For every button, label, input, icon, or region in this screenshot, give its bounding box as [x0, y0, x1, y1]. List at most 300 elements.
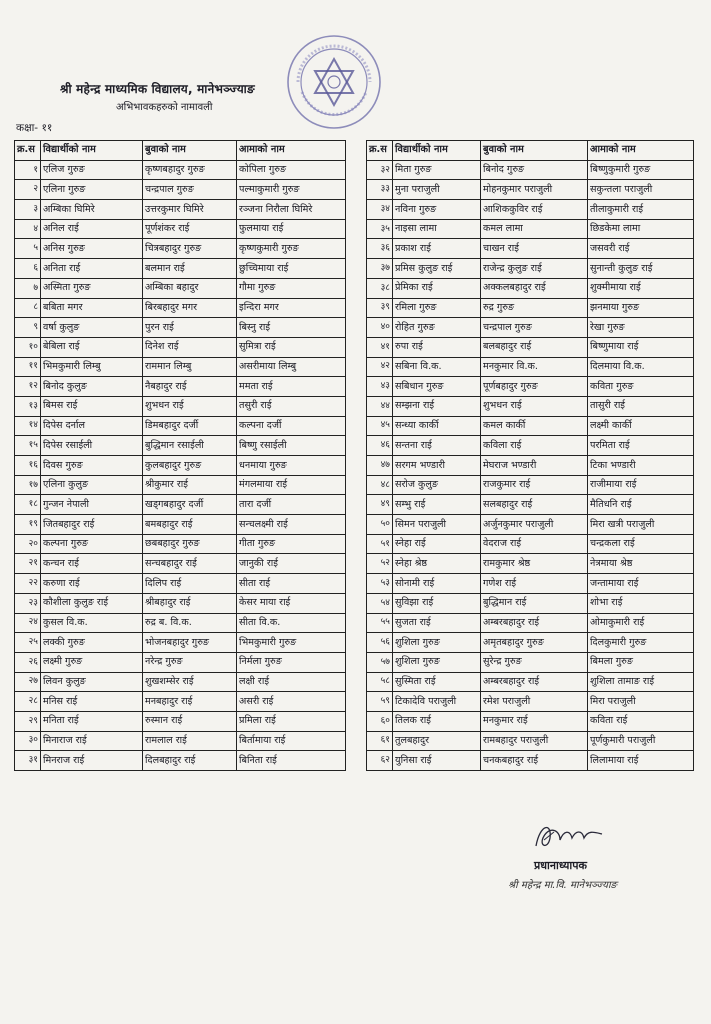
- mother-name-cell: इन्दिरा मगर: [237, 298, 346, 318]
- father-name-cell: बुद्धिमान रसाईली: [143, 436, 237, 456]
- student-name-cell: सन्ध्या कार्की: [393, 416, 481, 436]
- table-row: [367, 416, 694, 436]
- student-name-cell: मिनाराज राई: [41, 731, 143, 751]
- table-row: [15, 377, 346, 397]
- mother-name-cell: असरी राई: [237, 692, 346, 712]
- student-name-cell: प्रमिस कुलुङ राई: [393, 259, 481, 279]
- father-name-cell: नैबहादुर राई: [143, 377, 237, 397]
- student-name-cell: टिकादेवि पराजुली: [393, 692, 481, 712]
- father-name-cell: आशिककुविर राई: [481, 200, 588, 220]
- father-name-cell: बमबहादुर राई: [143, 515, 237, 535]
- mother-name-cell: सुनान्ती कुलुङ राई: [588, 259, 694, 279]
- mother-name-cell: प्रमिला राई: [237, 711, 346, 731]
- serial-number-cell: २४: [15, 613, 41, 633]
- father-name-cell: पूर्णबहादुर गुरुङ: [481, 377, 588, 397]
- student-name-cell: एलिज गुरुङ: [41, 160, 143, 180]
- father-name-cell: गणेश राई: [481, 574, 588, 594]
- mother-name-cell: शुक्मीमाया राई: [588, 278, 694, 298]
- father-name-cell: कुलबहादुर गुरुङ: [143, 456, 237, 476]
- mother-name-cell: असरीमाया लिम्बु: [237, 357, 346, 377]
- serial-number-cell: ३७: [367, 259, 393, 279]
- serial-number-cell: ४१: [367, 337, 393, 357]
- table-row: [15, 574, 346, 594]
- table-row: [15, 436, 346, 456]
- student-name-cell: प्रेमिका राई: [393, 278, 481, 298]
- father-name-cell: अम्बरबहादुर राई: [481, 672, 588, 692]
- father-name-cell: चनकबहादुर राई: [481, 751, 588, 771]
- serial-number-cell: ६२: [367, 751, 393, 771]
- serial-number-cell: २२: [15, 574, 41, 594]
- mother-name-cell: बिष्णुमाया राई: [588, 337, 694, 357]
- father-name-cell: कविला राई: [481, 436, 588, 456]
- father-name-cell: मनबहादुर राई: [143, 692, 237, 712]
- student-name-cell: वर्षा कुलुङ: [41, 318, 143, 338]
- father-name-cell: रमेश पराजुली: [481, 692, 588, 712]
- student-name-cell: शुशिला गुरुङ: [393, 633, 481, 653]
- table-row: [15, 731, 346, 751]
- father-name-cell: बुद्धिमान राई: [481, 593, 588, 613]
- father-name-cell: रुस्मान राई: [143, 711, 237, 731]
- principal-school-stamp: श्री महेन्द्र मा.वि. मानेभञ्ज्याङ: [508, 880, 617, 891]
- father-name-cell: रुद्र ब. वि.क.: [143, 613, 237, 633]
- mother-name-cell: कल्पना दर्जी: [237, 416, 346, 436]
- father-name-cell: भोजनबहादुर गुरुङ: [143, 633, 237, 653]
- table-row: [15, 633, 346, 653]
- student-name-cell: अनिता राई: [41, 259, 143, 279]
- serial-number-cell: २६: [15, 652, 41, 672]
- father-name-cell: चाखन राई: [481, 239, 588, 259]
- table-row: [367, 298, 694, 318]
- table-row: [367, 672, 694, 692]
- serial-number-cell: ७: [15, 278, 41, 298]
- serial-number-cell: २५: [15, 633, 41, 653]
- mother-name-cell: टिका भण्डारी: [588, 456, 694, 476]
- table-header-row: [367, 141, 694, 161]
- mother-name-cell: मैतिधनि राई: [588, 495, 694, 515]
- table-row: [15, 613, 346, 633]
- table-row: [15, 456, 346, 476]
- table-row: [15, 554, 346, 574]
- student-name-cell: कल्पना गुरुङ: [41, 534, 143, 554]
- student-name-cell: सम्भु राई: [393, 495, 481, 515]
- mother-name-cell: निर्मला गुरुङ: [237, 652, 346, 672]
- table-row: [15, 593, 346, 613]
- father-name-cell: कमल कार्की: [481, 416, 588, 436]
- student-name-cell: एलिना कुलुङ: [41, 475, 143, 495]
- roster-body-right: [367, 160, 694, 770]
- serial-number-cell: ३१: [15, 751, 41, 771]
- student-name-cell: सन्तना राई: [393, 436, 481, 456]
- serial-number-cell: ५: [15, 239, 41, 259]
- student-name-cell: रुपा राई: [393, 337, 481, 357]
- serial-number-cell: ४७: [367, 456, 393, 476]
- serial-number-cell: ६१: [367, 731, 393, 751]
- table-row: [15, 200, 346, 220]
- father-name-cell: अम्बरबहादुर राई: [481, 613, 588, 633]
- serial-number-cell: ८: [15, 298, 41, 318]
- serial-number-cell: ४३: [367, 377, 393, 397]
- father-name-cell: शुभधन राई: [481, 396, 588, 416]
- mother-name-cell: दिलकुमारी गुरुङ: [588, 633, 694, 653]
- serial-number-cell: ९: [15, 318, 41, 338]
- serial-number-cell: २७: [15, 672, 41, 692]
- mother-name-cell: दिलमाया वि.क.: [588, 357, 694, 377]
- serial-number-cell: ४६: [367, 436, 393, 456]
- mother-name-cell: लक्षी राई: [237, 672, 346, 692]
- student-name-cell: लक्की गुरुङ: [41, 633, 143, 653]
- column-header-father-name: बुवाको नाम: [481, 141, 588, 161]
- table-row: [367, 239, 694, 259]
- serial-number-cell: ४४: [367, 396, 393, 416]
- mother-name-cell: सकुन्तला पराजुली: [588, 180, 694, 200]
- table-row: [367, 160, 694, 180]
- table-row: [15, 357, 346, 377]
- student-name-cell: अस्मिता गुरुङ: [41, 278, 143, 298]
- serial-number-cell: ३९: [367, 298, 393, 318]
- father-name-cell: दिनेश राई: [143, 337, 237, 357]
- student-name-cell: अनिस गुरुङ: [41, 239, 143, 259]
- mother-name-cell: जानुकी राई: [237, 554, 346, 574]
- mother-name-cell: तसुरी राई: [237, 396, 346, 416]
- serial-number-cell: ३५: [367, 219, 393, 239]
- mother-name-cell: बिष्णु रसाईली: [237, 436, 346, 456]
- table-row: [367, 475, 694, 495]
- student-name-cell: स्नेहा राई: [393, 534, 481, 554]
- serial-number-cell: २३: [15, 593, 41, 613]
- mother-name-cell: गौमा गुरुङ: [237, 278, 346, 298]
- table-row: [15, 239, 346, 259]
- mother-name-cell: चन्द्रकला राई: [588, 534, 694, 554]
- father-name-cell: शुखशम्सेर राई: [143, 672, 237, 692]
- mother-name-cell: बिर्तामाया राई: [237, 731, 346, 751]
- student-name-cell: तुलबहादुर: [393, 731, 481, 751]
- table-row: [367, 318, 694, 338]
- serial-number-cell: ४: [15, 219, 41, 239]
- student-name-cell: करुणा राई: [41, 574, 143, 594]
- father-name-cell: सुरेन्द्र गुरुङ: [481, 652, 588, 672]
- student-name-cell: बबिता मगर: [41, 298, 143, 318]
- document-subtitle: अभिभावकहरुको नामावली: [116, 102, 213, 113]
- mother-name-cell: पल्माकुमारी गुरुङ: [237, 180, 346, 200]
- father-name-cell: नरेन्द्र गुरुङ: [143, 652, 237, 672]
- father-name-cell: रामकुमार श्रेष्ठ: [481, 554, 588, 574]
- table-row: [15, 475, 346, 495]
- serial-number-cell: ५९: [367, 692, 393, 712]
- serial-number-cell: ४८: [367, 475, 393, 495]
- roster-body-left: [15, 160, 346, 770]
- serial-number-cell: ३६: [367, 239, 393, 259]
- student-name-cell: दिपेस रसाईली: [41, 436, 143, 456]
- mother-name-cell: परमिता राई: [588, 436, 694, 456]
- serial-number-cell: ५५: [367, 613, 393, 633]
- father-name-cell: रुद्र गुरुङ: [481, 298, 588, 318]
- mother-name-cell: कविता राई: [588, 711, 694, 731]
- serial-number-cell: १२: [15, 377, 41, 397]
- father-name-cell: सन्चबहादुर राई: [143, 554, 237, 574]
- mother-name-cell: सन्चलक्ष्मी राई: [237, 515, 346, 535]
- table-row: [15, 180, 346, 200]
- mother-name-cell: बिमला गुरुङ: [588, 652, 694, 672]
- mother-name-cell: सीता राई: [237, 574, 346, 594]
- mother-name-cell: मंगलमाया राई: [237, 475, 346, 495]
- mother-name-cell: सीता वि.क.: [237, 613, 346, 633]
- student-name-cell: सुस्मिता राई: [393, 672, 481, 692]
- father-name-cell: छबबहादुर गुरुङ: [143, 534, 237, 554]
- serial-number-cell: २९: [15, 711, 41, 731]
- student-name-cell: स्नेहा श्रेष्ठ: [393, 554, 481, 574]
- serial-number-cell: ६: [15, 259, 41, 279]
- serial-number-cell: ५४: [367, 593, 393, 613]
- father-name-cell: उत्तरकुमार घिमिरे: [143, 200, 237, 220]
- student-name-cell: कुसल वि.क.: [41, 613, 143, 633]
- table-row: [367, 337, 694, 357]
- student-name-cell: अनिल राई: [41, 219, 143, 239]
- student-name-cell: सिमन पराजुली: [393, 515, 481, 535]
- father-name-cell: अम्बिका बहादुर: [143, 278, 237, 298]
- student-name-cell: कौशीला कुलुङ राई: [41, 593, 143, 613]
- student-name-cell: मिनराज राई: [41, 751, 143, 771]
- table-row: [367, 515, 694, 535]
- mother-name-cell: छुच्चिमाया राई: [237, 259, 346, 279]
- mother-name-cell: बिनिता राई: [237, 751, 346, 771]
- table-row: [15, 495, 346, 515]
- student-roster-table-left: [14, 140, 346, 771]
- serial-number-cell: ४०: [367, 318, 393, 338]
- serial-number-cell: ५३: [367, 574, 393, 594]
- mother-name-cell: तारा दर्जी: [237, 495, 346, 515]
- column-header-student-name: विद्यार्थीको नाम: [393, 141, 481, 161]
- table-row: [367, 377, 694, 397]
- school-seal-stamp: [284, 32, 384, 132]
- father-name-cell: बलबहादुर राई: [481, 337, 588, 357]
- student-name-cell: युनिसा राई: [393, 751, 481, 771]
- father-name-cell: सलबहादुर राई: [481, 495, 588, 515]
- father-name-cell: मेघराज भण्डारी: [481, 456, 588, 476]
- father-name-cell: श्रीकुमार राई: [143, 475, 237, 495]
- table-row: [15, 672, 346, 692]
- student-name-cell: लिवन कुलुङ: [41, 672, 143, 692]
- mother-name-cell: बिस्नु राई: [237, 318, 346, 338]
- column-header-serial: क्र.स: [367, 141, 393, 161]
- table-row: [367, 495, 694, 515]
- student-name-cell: सोनामी राई: [393, 574, 481, 594]
- mother-name-cell: राजीमाया राई: [588, 475, 694, 495]
- table-row: [367, 613, 694, 633]
- father-name-cell: चन्द्रपाल गुरुङ: [481, 318, 588, 338]
- table-row: [15, 515, 346, 535]
- serial-number-cell: ५०: [367, 515, 393, 535]
- table-row: [367, 456, 694, 476]
- mother-name-cell: नेत्रमाया श्रेष्ठ: [588, 554, 694, 574]
- mother-name-cell: शुशिला तामाङ राई: [588, 672, 694, 692]
- student-name-cell: रोहित गुरुङ: [393, 318, 481, 338]
- father-name-cell: बिरबहादुर मगर: [143, 298, 237, 318]
- father-name-cell: चन्द्रपाल गुरुङ: [143, 180, 237, 200]
- mother-name-cell: रञ्जना निरौला घिमिरे: [237, 200, 346, 220]
- serial-number-cell: ३२: [367, 160, 393, 180]
- student-name-cell: कन्चन राई: [41, 554, 143, 574]
- student-name-cell: मनिस राई: [41, 692, 143, 712]
- table-header-row: [15, 141, 346, 161]
- father-name-cell: दिलिप राई: [143, 574, 237, 594]
- student-name-cell: दिवस गुरुङ: [41, 456, 143, 476]
- table-row: [15, 396, 346, 416]
- mother-name-cell: सुमित्रा राई: [237, 337, 346, 357]
- table-row: [367, 396, 694, 416]
- father-name-cell: पूर्णशंकर राई: [143, 219, 237, 239]
- principal-title: प्रधानाध्यापक: [534, 859, 587, 872]
- serial-number-cell: ४९: [367, 495, 393, 515]
- serial-number-cell: २१: [15, 554, 41, 574]
- column-header-mother-name: आमाको नाम: [237, 141, 346, 161]
- table-row: [15, 298, 346, 318]
- student-name-cell: लक्ष्मी गुरुङ: [41, 652, 143, 672]
- table-row: [367, 692, 694, 712]
- father-name-cell: कृष्णबहादुर गुरुङ: [143, 160, 237, 180]
- father-name-cell: रामलाल राई: [143, 731, 237, 751]
- father-name-cell: बिनोद गुरुङ: [481, 160, 588, 180]
- father-name-cell: अमृतबहादुर गुरुङ: [481, 633, 588, 653]
- student-name-cell: सम्झना राई: [393, 396, 481, 416]
- serial-number-cell: ४५: [367, 416, 393, 436]
- father-name-cell: मनकुमार वि.क.: [481, 357, 588, 377]
- principal-signature: [530, 816, 610, 856]
- table-row: [367, 436, 694, 456]
- column-header-student-name: विद्यार्थीको नाम: [41, 141, 143, 161]
- student-name-cell: सुविझा राई: [393, 593, 481, 613]
- table-row: [367, 219, 694, 239]
- father-name-cell: खड्गबहादुर दर्जी: [143, 495, 237, 515]
- student-name-cell: नविना गुरुङ: [393, 200, 481, 220]
- mother-name-cell: तासुरी राई: [588, 396, 694, 416]
- father-name-cell: रामबहादुर पराजुली: [481, 731, 588, 751]
- mother-name-cell: धनमाया गुरुङ: [237, 456, 346, 476]
- table-row: [367, 593, 694, 613]
- student-name-cell: अम्बिका घिमिरे: [41, 200, 143, 220]
- father-name-cell: शुभधन राई: [143, 396, 237, 416]
- table-row: [367, 652, 694, 672]
- serial-number-cell: १४: [15, 416, 41, 436]
- student-roster-table-right: [366, 140, 694, 771]
- mother-name-cell: लिलामाया राई: [588, 751, 694, 771]
- table-row: [367, 731, 694, 751]
- mother-name-cell: फुलमाया राई: [237, 219, 346, 239]
- table-row: [15, 416, 346, 436]
- table-row: [367, 357, 694, 377]
- mother-name-cell: तीलाकुमारी राई: [588, 200, 694, 220]
- student-name-cell: तिलक राई: [393, 711, 481, 731]
- father-name-cell: बलमान राई: [143, 259, 237, 279]
- table-row: [15, 219, 346, 239]
- table-row: [367, 180, 694, 200]
- table-row: [367, 633, 694, 653]
- serial-number-cell: ३४: [367, 200, 393, 220]
- student-name-cell: एलिना गुरुङ: [41, 180, 143, 200]
- father-name-cell: अक्कलबहादुर राई: [481, 278, 588, 298]
- mother-name-cell: गीता गुरुङ: [237, 534, 346, 554]
- serial-number-cell: १: [15, 160, 41, 180]
- serial-number-cell: १०: [15, 337, 41, 357]
- serial-number-cell: १९: [15, 515, 41, 535]
- serial-number-cell: २८: [15, 692, 41, 712]
- student-name-cell: सबिधान गुरुङ: [393, 377, 481, 397]
- student-name-cell: जितबहादुर राई: [41, 515, 143, 535]
- father-name-cell: कमल लामा: [481, 219, 588, 239]
- table-row: [367, 574, 694, 594]
- student-name-cell: रमिला गुरुङ: [393, 298, 481, 318]
- mother-name-cell: कविता गुरुङ: [588, 377, 694, 397]
- table-row: [367, 711, 694, 731]
- serial-number-cell: ३०: [15, 731, 41, 751]
- father-name-cell: श्रीबहादुर राई: [143, 593, 237, 613]
- table-row: [15, 259, 346, 279]
- father-name-cell: राममान लिम्बु: [143, 357, 237, 377]
- serial-number-cell: ३: [15, 200, 41, 220]
- serial-number-cell: ५७: [367, 652, 393, 672]
- father-name-cell: राजेन्द्र कुलुङ राई: [481, 259, 588, 279]
- column-header-father-name: बुवाको नाम: [143, 141, 237, 161]
- serial-number-cell: १५: [15, 436, 41, 456]
- serial-number-cell: ५८: [367, 672, 393, 692]
- serial-number-cell: ४२: [367, 357, 393, 377]
- serial-number-cell: २०: [15, 534, 41, 554]
- student-name-cell: मिता गुरुङ: [393, 160, 481, 180]
- table-row: [15, 534, 346, 554]
- serial-number-cell: १३: [15, 396, 41, 416]
- serial-number-cell: ११: [15, 357, 41, 377]
- father-name-cell: मोहनकुमार पराजुली: [481, 180, 588, 200]
- serial-number-cell: १६: [15, 456, 41, 476]
- serial-number-cell: १८: [15, 495, 41, 515]
- mother-name-cell: शोभा राई: [588, 593, 694, 613]
- table-row: [15, 160, 346, 180]
- column-header-mother-name: आमाको नाम: [588, 141, 694, 161]
- table-row: [15, 337, 346, 357]
- serial-number-cell: ६०: [367, 711, 393, 731]
- father-name-cell: डिमबहादुर दर्जी: [143, 416, 237, 436]
- father-name-cell: दिलबहादुर राई: [143, 751, 237, 771]
- serial-number-cell: ३३: [367, 180, 393, 200]
- serial-number-cell: ५२: [367, 554, 393, 574]
- student-name-cell: भिमकुमारी लिम्बु: [41, 357, 143, 377]
- student-name-cell: शुशिला गुरुङ: [393, 652, 481, 672]
- mother-name-cell: बिष्णुकुमारी गुरुङ: [588, 160, 694, 180]
- mother-name-cell: जन्तामाया राई: [588, 574, 694, 594]
- student-name-cell: सरगम भण्डारी: [393, 456, 481, 476]
- table-row: [15, 278, 346, 298]
- father-name-cell: राजकुमार राई: [481, 475, 588, 495]
- father-name-cell: वेदराज राई: [481, 534, 588, 554]
- mother-name-cell: केसर माया राई: [237, 593, 346, 613]
- table-row: [15, 652, 346, 672]
- father-name-cell: पुरन राई: [143, 318, 237, 338]
- serial-number-cell: ५१: [367, 534, 393, 554]
- class-label: कक्षा- ११: [16, 122, 53, 134]
- table-row: [15, 318, 346, 338]
- mother-name-cell: पूर्णकुमारी पराजुली: [588, 731, 694, 751]
- mother-name-cell: ओमाकुमारी राई: [588, 613, 694, 633]
- table-row: [15, 751, 346, 771]
- column-header-serial: क्र.स: [15, 141, 41, 161]
- student-name-cell: बिनोद कुलुङ: [41, 377, 143, 397]
- student-name-cell: प्रकाश राई: [393, 239, 481, 259]
- student-name-cell: सरोज कुलुङ: [393, 475, 481, 495]
- serial-number-cell: १७: [15, 475, 41, 495]
- student-name-cell: सबिना वि.क.: [393, 357, 481, 377]
- table-row: [367, 751, 694, 771]
- table-row: [367, 534, 694, 554]
- table-row: [367, 259, 694, 279]
